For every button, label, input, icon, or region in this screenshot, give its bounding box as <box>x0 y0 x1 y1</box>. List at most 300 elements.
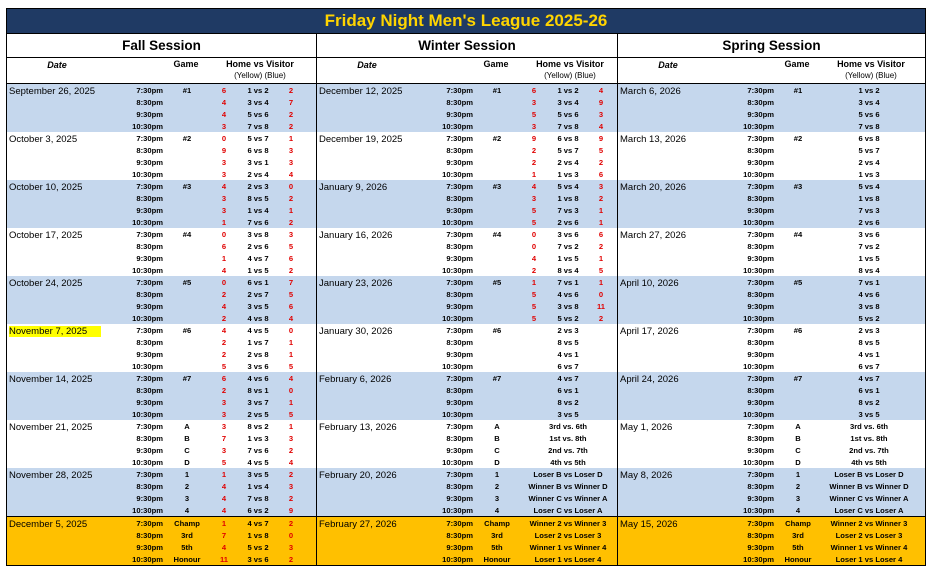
home-score: 4 <box>221 302 227 311</box>
game-line <box>317 360 617 372</box>
game-time: 7:30pm <box>446 326 473 335</box>
matchup: 4 vs 7 <box>557 374 579 383</box>
game-line <box>317 216 617 228</box>
date-header: Date <box>357 60 377 70</box>
game-label: #2 <box>492 134 502 143</box>
home-score: 3 <box>531 98 537 107</box>
week-cell <box>618 324 925 372</box>
week-cell <box>7 84 317 132</box>
game-time: 8:30pm <box>136 386 163 395</box>
game-line <box>7 504 316 516</box>
game-label: A <box>795 422 801 431</box>
week-cell <box>618 180 925 228</box>
game-time: 7:30pm <box>446 422 473 431</box>
game-time: 9:30pm <box>747 350 774 359</box>
game-time: 9:30pm <box>446 446 473 455</box>
game-label: 3 <box>184 494 190 503</box>
game-time: 8:30pm <box>136 434 163 443</box>
visitor-score: 0 <box>598 290 604 299</box>
game-time: 7:30pm <box>747 230 774 239</box>
matchup: 2 vs 4 <box>247 170 269 179</box>
game-line <box>7 228 316 240</box>
game-time: 10:30pm <box>442 218 473 227</box>
week-date: October 3, 2025 <box>9 134 78 145</box>
game-time: 10:30pm <box>132 266 163 275</box>
matchup: 5 vs 6 <box>247 110 269 119</box>
schedule-sheet <box>6 8 926 566</box>
visitor-score: 2 <box>598 194 604 203</box>
matchup: 7 vs 3 <box>858 206 880 215</box>
game-time: 9:30pm <box>136 543 163 552</box>
week-date: November 14, 2025 <box>9 374 93 385</box>
game-time: 10:30pm <box>132 410 163 419</box>
home-score: 5 <box>531 290 537 299</box>
week-row <box>7 468 925 516</box>
game-time: 8:30pm <box>747 386 774 395</box>
game-time: 10:30pm <box>442 410 473 419</box>
matchup: 2 vs 7 <box>247 290 269 299</box>
game-time: 10:30pm <box>743 266 774 275</box>
game-line <box>317 264 617 276</box>
game-label: A <box>494 422 500 431</box>
home-score: 4 <box>531 254 537 263</box>
game-time: 7:30pm <box>747 326 774 335</box>
game-line <box>317 348 617 360</box>
home-score: 4 <box>221 110 227 119</box>
matchup: 4 vs 5 <box>247 326 269 335</box>
home-score: 2 <box>221 386 227 395</box>
game-label: Honour <box>173 555 201 564</box>
home-score: 5 <box>221 362 227 371</box>
date-header: Date <box>47 60 67 70</box>
week-date: March 20, 2026 <box>620 182 687 193</box>
week-date: May 8, 2026 <box>620 470 673 481</box>
visitor-score: 3 <box>288 482 294 491</box>
visitor-score: 0 <box>288 531 294 540</box>
game-label: 4 <box>184 506 190 515</box>
matchup: 2 vs 6 <box>858 218 880 227</box>
matchup: 1 vs 8 <box>557 194 579 203</box>
game-line <box>7 336 316 348</box>
game-time: 8:30pm <box>446 338 473 347</box>
week-date: February 27, 2026 <box>319 519 397 530</box>
game-label: #5 <box>182 278 192 287</box>
game-time: 9:30pm <box>446 543 473 552</box>
week-date: September 26, 2025 <box>9 86 96 97</box>
game-label: #6 <box>492 326 502 335</box>
game-time: 7:30pm <box>446 230 473 239</box>
home-score: 6 <box>221 242 227 251</box>
week-row <box>7 372 925 420</box>
game-time: 9:30pm <box>446 158 473 167</box>
game-time: 8:30pm <box>136 194 163 203</box>
game-line <box>618 120 925 132</box>
home-score: 3 <box>221 422 227 431</box>
game-time: 7:30pm <box>747 374 774 383</box>
game-time: 8:30pm <box>747 242 774 251</box>
week-date: May 1, 2026 <box>620 422 673 433</box>
game-label: Champ <box>785 519 811 528</box>
matchup: 8 vs 1 <box>247 386 269 395</box>
matchup: 1 vs 5 <box>247 266 269 275</box>
game-label: B <box>795 434 801 443</box>
home-score: 0 <box>531 230 537 239</box>
game-line <box>618 192 925 204</box>
game-line <box>618 480 925 492</box>
visitor-score: 3 <box>288 158 294 167</box>
game-line <box>317 480 617 492</box>
week-cell <box>618 517 925 565</box>
matchup: 1 vs 7 <box>247 338 269 347</box>
week-date: February 6, 2026 <box>319 374 392 385</box>
game-line <box>7 553 316 565</box>
week-date: March 6, 2026 <box>620 86 681 97</box>
week-cell <box>618 228 925 276</box>
matchup: 7 vs 1 <box>557 278 579 287</box>
matchup: 2 vs 5 <box>247 410 269 419</box>
game-line <box>7 240 316 252</box>
visitor-score: 7 <box>288 278 294 287</box>
matchup: 1 vs 3 <box>858 170 880 179</box>
game-label: #2 <box>182 134 192 143</box>
game-line <box>317 252 617 264</box>
game-line <box>7 84 316 96</box>
visitor-score: 7 <box>288 98 294 107</box>
home-score: 1 <box>221 218 227 227</box>
matchup: Loser B vs Loser D <box>834 470 904 479</box>
game-label: #4 <box>492 230 502 239</box>
matchup: 8 vs 4 <box>557 266 579 275</box>
game-time: 9:30pm <box>446 206 473 215</box>
matchup: 2 vs 3 <box>858 326 880 335</box>
matchup: 7 vs 8 <box>247 122 269 131</box>
game-time: 10:30pm <box>442 555 473 564</box>
home-score: 6 <box>531 86 537 95</box>
home-score: 2 <box>221 314 227 323</box>
visitor-score: 2 <box>288 218 294 227</box>
game-time: 7:30pm <box>446 519 473 528</box>
game-line <box>7 541 316 553</box>
game-line <box>317 120 617 132</box>
matchup: 7 vs 8 <box>557 122 579 131</box>
game-time: 9:30pm <box>747 158 774 167</box>
home-score: 4 <box>221 482 227 491</box>
visitor-score: 6 <box>598 170 604 179</box>
game-line <box>317 288 617 300</box>
week-cell <box>618 84 925 132</box>
game-time: 10:30pm <box>743 555 774 564</box>
game-line <box>7 420 316 432</box>
header-cell-session-2 <box>618 58 925 83</box>
game-label: 2 <box>795 482 801 491</box>
matchup: 6 vs 8 <box>858 134 880 143</box>
game-label: A <box>184 422 190 431</box>
home-score: 5 <box>531 206 537 215</box>
game-label: #7 <box>793 374 803 383</box>
game-time: 9:30pm <box>446 350 473 359</box>
game-line <box>7 168 316 180</box>
visitor-score: 2 <box>288 194 294 203</box>
game-line <box>7 192 316 204</box>
matchup: 5 vs 2 <box>557 314 579 323</box>
game-time: 9:30pm <box>446 254 473 263</box>
game-label: B <box>494 434 500 443</box>
game-label: 3 <box>795 494 801 503</box>
game-time: 10:30pm <box>442 458 473 467</box>
game-line <box>317 372 617 384</box>
game-time: 9:30pm <box>747 206 774 215</box>
visitor-score: 6 <box>288 302 294 311</box>
home-score: 3 <box>221 206 227 215</box>
week-cell <box>317 228 618 276</box>
visitor-score: 2 <box>288 110 294 119</box>
game-line <box>7 204 316 216</box>
home-vs-visitor-header: Home vs Visitor <box>837 59 905 69</box>
home-score: 2 <box>531 266 537 275</box>
matchup: 3 vs 1 <box>247 158 269 167</box>
game-line <box>7 456 316 468</box>
game-line <box>317 468 617 480</box>
matchup: 3 vs 4 <box>858 98 880 107</box>
matchup: Loser B vs Loser D <box>533 470 603 479</box>
game-line <box>317 240 617 252</box>
game-line <box>317 396 617 408</box>
visitor-score: 5 <box>288 410 294 419</box>
game-line <box>317 156 617 168</box>
home-score: 3 <box>221 410 227 419</box>
home-score: 5 <box>531 110 537 119</box>
game-time: 9:30pm <box>136 158 163 167</box>
matchup: Winner B vs Winner D <box>829 482 909 491</box>
week-date: January 9, 2026 <box>319 182 388 193</box>
visitor-score: 0 <box>288 182 294 191</box>
home-score: 2 <box>531 158 537 167</box>
game-label: 1 <box>184 470 190 479</box>
matchup: 3 vs 6 <box>557 230 579 239</box>
game-line <box>7 156 316 168</box>
game-line <box>618 396 925 408</box>
game-line <box>7 180 316 192</box>
column-header-row <box>7 58 925 84</box>
game-label: #4 <box>182 230 192 239</box>
home-score: 2 <box>531 146 537 155</box>
matchup: 1 vs 3 <box>557 170 579 179</box>
matchup: 4 vs 7 <box>247 254 269 263</box>
home-vs-visitor-header: Home vs Visitor <box>226 59 294 69</box>
game-header: Game <box>483 59 509 69</box>
game-line <box>7 252 316 264</box>
week-date: April 17, 2026 <box>620 326 679 337</box>
home-score: 3 <box>221 194 227 203</box>
home-score: 1 <box>531 278 537 287</box>
matchup: Winner 1 vs Winner 4 <box>830 543 908 552</box>
game-label: #1 <box>793 86 803 95</box>
game-line <box>7 517 316 529</box>
matchup: 7 vs 3 <box>557 206 579 215</box>
game-time: 7:30pm <box>747 182 774 191</box>
game-time: 7:30pm <box>446 374 473 383</box>
game-time: 9:30pm <box>747 110 774 119</box>
game-line <box>7 360 316 372</box>
game-time: 9:30pm <box>136 350 163 359</box>
game-time: 8:30pm <box>136 338 163 347</box>
matchup: Loser 1 vs Loser 4 <box>835 555 903 564</box>
game-label: B <box>184 434 190 443</box>
week-cell <box>7 180 317 228</box>
visitor-score: 5 <box>598 146 604 155</box>
game-line <box>317 336 617 348</box>
game-line <box>618 156 925 168</box>
game-line <box>317 228 617 240</box>
visitor-score: 9 <box>598 98 604 107</box>
game-time: 10:30pm <box>132 170 163 179</box>
game-line <box>618 553 925 565</box>
game-line <box>7 492 316 504</box>
week-cell <box>7 372 317 420</box>
home-score: 4 <box>221 494 227 503</box>
game-time: 8:30pm <box>446 194 473 203</box>
game-label: #6 <box>182 326 192 335</box>
matchup: 1 vs 4 <box>247 482 269 491</box>
home-score: 9 <box>221 146 227 155</box>
game-time: 7:30pm <box>136 230 163 239</box>
game-time: 7:30pm <box>747 86 774 95</box>
home-score: 4 <box>221 506 227 515</box>
visitor-score: 2 <box>598 158 604 167</box>
game-label: 3 <box>494 494 500 503</box>
game-time: 7:30pm <box>136 278 163 287</box>
week-date: November 7, 2025 <box>9 326 101 337</box>
week-date: May 15, 2026 <box>620 519 678 530</box>
game-time: 10:30pm <box>743 362 774 371</box>
home-score: 1 <box>221 470 227 479</box>
game-label: #4 <box>793 230 803 239</box>
game-line <box>618 276 925 288</box>
game-time: 9:30pm <box>136 398 163 407</box>
matchup: 3 vs 4 <box>247 98 269 107</box>
visitor-score: 1 <box>288 206 294 215</box>
game-time: 8:30pm <box>747 146 774 155</box>
matchup: 5 vs 7 <box>557 146 579 155</box>
game-line <box>317 180 617 192</box>
matchup: 2nd vs. 7th <box>849 446 889 455</box>
matchup: 4 vs 6 <box>247 374 269 383</box>
week-row <box>7 516 925 565</box>
game-line <box>7 408 316 420</box>
game-line <box>618 108 925 120</box>
home-score: 2 <box>221 338 227 347</box>
game-line <box>618 252 925 264</box>
game-line <box>317 517 617 529</box>
game-time: 9:30pm <box>446 398 473 407</box>
game-time: 8:30pm <box>446 98 473 107</box>
visitor-score: 4 <box>598 122 604 131</box>
matchup: 7 vs 2 <box>557 242 579 251</box>
visitor-score: 5 <box>598 266 604 275</box>
home-score: 5 <box>531 218 537 227</box>
game-line <box>317 408 617 420</box>
home-score: 3 <box>221 122 227 131</box>
game-time: 10:30pm <box>743 458 774 467</box>
game-line <box>7 480 316 492</box>
home-score: 4 <box>221 543 227 552</box>
header-cell-session-1 <box>317 58 618 83</box>
game-time: 8:30pm <box>446 434 473 443</box>
matchup: 2 vs 4 <box>858 158 880 167</box>
session-title-fall: Fall Session <box>7 34 317 57</box>
matchup: Winner C vs Winner A <box>528 494 608 503</box>
week-cell <box>618 372 925 420</box>
game-line <box>618 144 925 156</box>
matchup: Loser C vs Loser A <box>533 506 603 515</box>
game-line <box>317 300 617 312</box>
matchup: 4 vs 1 <box>858 350 880 359</box>
game-line <box>7 216 316 228</box>
visitor-score: 1 <box>288 134 294 143</box>
game-time: 8:30pm <box>747 194 774 203</box>
game-time: 7:30pm <box>136 182 163 191</box>
game-label: D <box>795 458 801 467</box>
matchup: 8 vs 2 <box>247 422 269 431</box>
week-row <box>7 84 925 132</box>
visitor-score: 11 <box>596 302 606 311</box>
matchup: 3 vs 6 <box>858 230 880 239</box>
game-label: #1 <box>492 86 502 95</box>
matchup: 8 vs 5 <box>247 194 269 203</box>
game-line <box>317 168 617 180</box>
game-time: 10:30pm <box>743 170 774 179</box>
game-label: #5 <box>793 278 803 287</box>
visitor-score: 4 <box>288 458 294 467</box>
matchup: 7 vs 2 <box>858 242 880 251</box>
game-line <box>618 408 925 420</box>
game-line <box>618 216 925 228</box>
game-label: C <box>494 446 500 455</box>
game-line <box>317 456 617 468</box>
matchup: 4 vs 1 <box>557 350 579 359</box>
matchup: 5 vs 7 <box>247 134 269 143</box>
game-label: D <box>184 458 190 467</box>
game-line <box>317 324 617 336</box>
game-label: 2 <box>494 482 500 491</box>
matchup: 8 vs 5 <box>858 338 880 347</box>
week-cell <box>7 468 317 516</box>
week-row <box>7 132 925 180</box>
game-time: 10:30pm <box>132 218 163 227</box>
matchup: Winner C vs Winner A <box>829 494 909 503</box>
matchup: 2 vs 3 <box>557 326 579 335</box>
game-line <box>618 84 925 96</box>
home-score: 1 <box>221 254 227 263</box>
game-label: 3rd <box>491 531 503 540</box>
game-line <box>618 384 925 396</box>
game-time: 9:30pm <box>136 206 163 215</box>
game-time: 8:30pm <box>136 98 163 107</box>
game-line <box>7 396 316 408</box>
home-score: 6 <box>221 374 227 383</box>
visitor-score: 0 <box>288 386 294 395</box>
matchup: 3 vs 5 <box>247 470 269 479</box>
game-line <box>7 348 316 360</box>
matchup: 2 vs 3 <box>247 182 269 191</box>
matchup: Loser 2 vs Loser 3 <box>534 531 602 540</box>
game-time: 10:30pm <box>442 122 473 131</box>
game-line <box>618 360 925 372</box>
game-time: 7:30pm <box>747 422 774 431</box>
game-line <box>618 228 925 240</box>
game-time: 9:30pm <box>747 543 774 552</box>
matchup: 1 vs 2 <box>247 86 269 95</box>
